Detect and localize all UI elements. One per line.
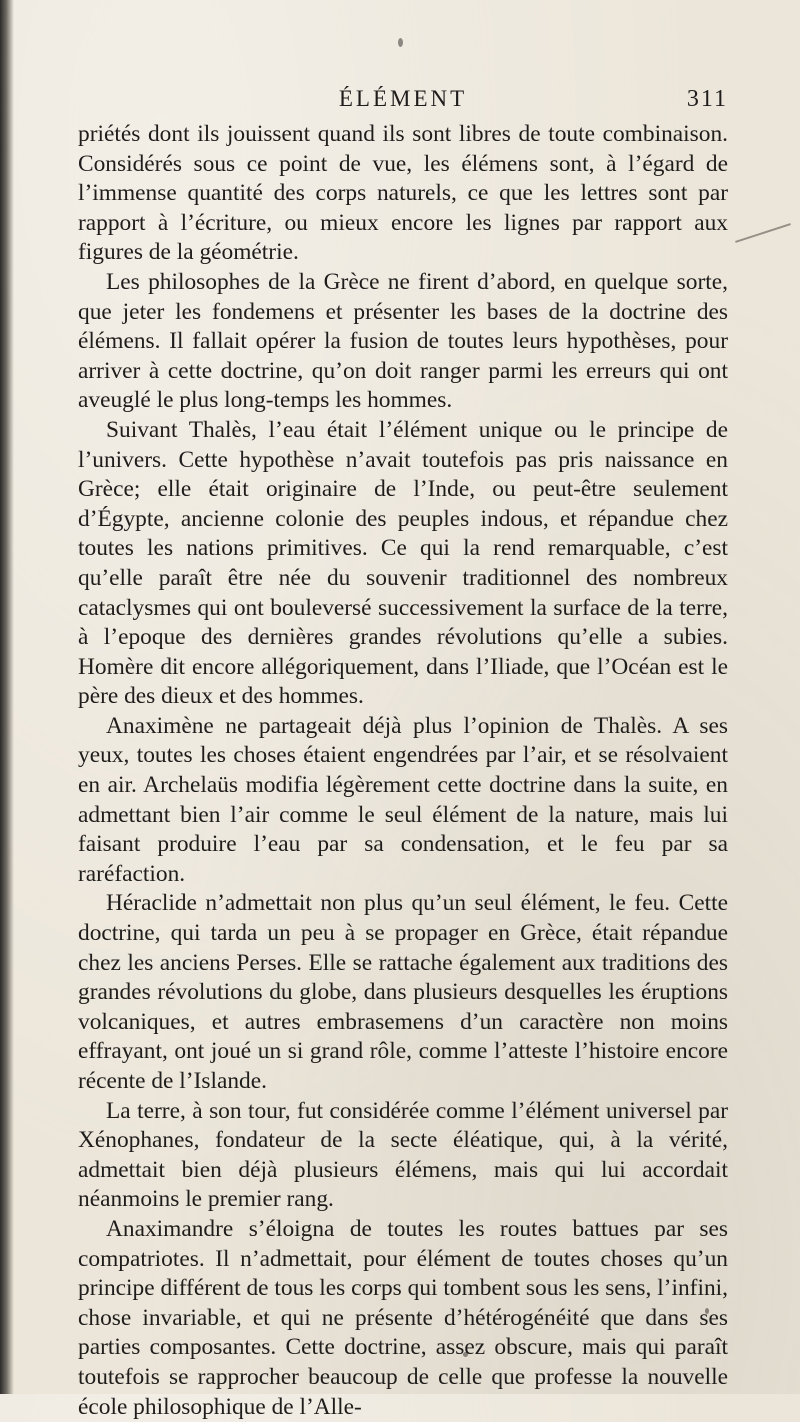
page-text <box>78 120 728 1422</box>
paragraph-continuation: priétés dont ils jouissent quand ils sont libres de toute combinaison. Considérés sous ce point de vue, les élémens sont, à l’égard de l’immense quantité des corps naturels, ce que les lettres sont par rapport à l’écriture, ou mieux encore les lignes par rapport aux figures de la géométrie. <box>78 121 728 266</box>
page-spine-shadow <box>0 0 14 1394</box>
pencil-mark <box>735 223 791 243</box>
paragraph: La terre, à son tour, fut considérée comme l’élément universel par Xénophanes, fondateur de la secte éléatique, qui, à la vérité, admettait bien déjà plusieurs élémens, mais qui lui accordait néanmoins le premier rang. <box>78 1097 728 1213</box>
page-number: 311 <box>686 86 728 112</box>
running-head <box>78 84 728 120</box>
paragraph: Les philosophes de la Grèce ne firent d’abord, en quelque sorte, que jeter les fondemens et présenter les bases de la doctrine des élémens. Il fallait opérer la fusion de toutes leurs hypothèses, pour arriver à cette doctrine, qu’on doit ranger parmi les erreurs qui ont aveuglé le plus long-temps les hommes. <box>78 268 728 414</box>
book-page <box>78 84 728 1420</box>
running-title: ÉLÉMENT <box>338 86 468 111</box>
paragraph: Suivant Thalès, l’eau était l’élément unique ou le principe de l’univers. Cette hypothèse n’avait toutefois pas pris naissance en Grèce; elle était originaire de l’Inde, ou peut-être seulement d’Égypte, ancienne colonie des peuples indous, et répandue chez toutes les nations primitives. Ce qui la rend remarquable, c’est qu’elle paraît être née du souvenir traditionnel des nombreux cataclysmes qui ont bouleversé successivement la surface de la terre, à l’epoque des dernières grandes révolutions qu’elle a subies. Homère dit encore allégoriquement, dans l’Iliade, que l’Océan est le père des dieux et des hommes. <box>78 416 728 710</box>
paragraph: Anaximandre s’éloigna de toutes les routes battues par ses compatriotes. Il n’admettait, pour élément de toutes choses qu’un principe différent de tous les corps qui tombent sous les sens, l’infini, chose invariable, et qui ne présente d’hétérogénéité que dans ses parties composantes. Cette doctrine, assez obscure, mais qui paraît toutefois se rapprocher beaucoup de celle que professe la nouvelle école philosophique de l’Alle- <box>78 1215 728 1420</box>
paragraph: Anaximène ne partageait déjà plus l’opinion de Thalès. A ses yeux, toutes les choses étaient engendrées par l’air, et se résolvaient en air. Archelaüs modifia légèrement cette doctrine dans la suite, en admettant bien l’air comme le seul élément de la nature, mais lui faisant produire l’eau par sa condensation, et le feu par sa raréfaction. <box>78 712 728 887</box>
paragraph: Héraclide n’admettait non plus qu’un seul élément, le feu. Cette doctrine, qui tarda un peu à se propager en Grèce, était répandue chez les anciens Perses. Elle se rattache également aux traditions des grandes révolutions du globe, dans plusieurs desquelles les éruptions volcaniques, et autres embrasemens d’un caractère non moins effrayant, ont joué un si grand rôle, comme l’atteste l’histoire encore récente de l’Islande. <box>78 890 728 1094</box>
ink-speck <box>398 38 403 47</box>
